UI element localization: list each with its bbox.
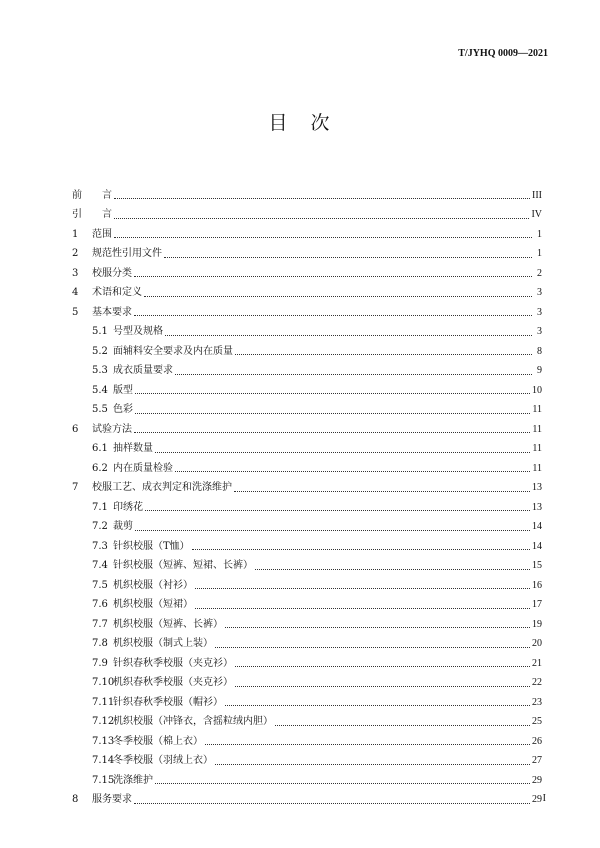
toc-entry-number: 7.1 — [92, 501, 108, 513]
dot-leader — [195, 608, 530, 609]
toc-entry[interactable] — [72, 186, 542, 206]
toc-entry[interactable] — [72, 342, 542, 362]
dot-leader — [225, 627, 530, 628]
toc-entry-number: 1 — [72, 228, 79, 240]
toc-entry-label: 引 言 — [72, 209, 112, 221]
toc-entry-page: 14 — [532, 540, 542, 552]
dot-leader — [134, 276, 532, 277]
toc-entry-number: 5.2 — [92, 345, 108, 357]
dot-leader — [235, 686, 530, 687]
toc-entry[interactable] — [72, 635, 542, 655]
toc-entry[interactable] — [72, 674, 542, 694]
dot-leader — [155, 783, 530, 784]
dot-leader — [215, 764, 530, 765]
dot-leader — [114, 198, 530, 199]
toc-entry-page: 11 — [532, 423, 542, 435]
dot-leader — [235, 354, 532, 355]
toc-entry-page: 2 — [537, 267, 542, 279]
toc-entry-label: 试验方法 — [92, 423, 132, 435]
toc-entry-label: 版型 — [113, 384, 133, 396]
toc-entry-number: 6.1 — [92, 443, 108, 455]
toc-entry-label: 裁剪 — [113, 521, 133, 533]
toc-entry[interactable] — [72, 459, 542, 479]
toc-entry-number: 7.12 — [92, 716, 115, 728]
toc-entry[interactable] — [72, 557, 542, 577]
toc-entry-label: 机织校服（短裤、长裤） — [113, 618, 223, 630]
toc-entry-label: 校服工艺、成衣判定和洗涤维护 — [92, 482, 232, 494]
toc-entry-label: 基本要求 — [92, 306, 132, 318]
toc-entry-page: 10 — [532, 384, 542, 396]
toc-entry[interactable] — [72, 362, 542, 382]
toc-entry-label: 机织校服（冲锋衣，含摇粒绒内胆） — [113, 716, 273, 728]
toc-entry[interactable] — [72, 498, 542, 518]
toc-entry[interactable] — [72, 323, 542, 343]
toc-entry[interactable] — [72, 518, 542, 538]
toc-entry-label: 抽样数量 — [113, 443, 153, 455]
toc-entry-page: III — [532, 189, 542, 201]
toc-entry-page: 21 — [532, 657, 542, 669]
dot-leader — [165, 335, 532, 336]
toc-entry[interactable] — [72, 420, 542, 440]
toc-entry-number: 5.5 — [92, 404, 108, 416]
toc-entry[interactable] — [72, 440, 542, 460]
toc-entry-number: 3 — [72, 267, 79, 279]
toc-entry-page: 22 — [532, 677, 542, 689]
toc-entry-page: 29 — [532, 794, 542, 806]
toc-entry-label: 服务要求 — [92, 794, 132, 806]
toc-entry-page: IV — [531, 209, 542, 221]
toc-entry-label: 内在质量检验 — [113, 462, 173, 474]
toc-entry-number: 7.15 — [92, 774, 115, 786]
toc-entry-page: 27 — [532, 755, 542, 767]
toc-entry-page: 15 — [532, 560, 542, 572]
dot-leader — [192, 549, 530, 550]
dot-leader — [135, 393, 530, 394]
toc-entry-number: 7.10 — [92, 677, 115, 689]
toc-entry-number: 7.14 — [92, 755, 115, 767]
toc-entry-number: 4 — [72, 287, 79, 299]
toc-entry-label: 机织校服（衬衫） — [113, 579, 193, 591]
dot-leader — [145, 510, 530, 511]
toc-entry-number: 7.7 — [92, 618, 108, 630]
toc-entry[interactable] — [72, 479, 542, 499]
toc-entry-page: 13 — [532, 501, 542, 513]
toc-entry[interactable] — [72, 752, 542, 772]
toc-entry[interactable] — [72, 303, 542, 323]
toc-entry-label: 规范性引用文件 — [92, 248, 162, 260]
toc-entry-page: 14 — [532, 521, 542, 533]
dot-leader — [135, 413, 530, 414]
toc-entry[interactable] — [72, 576, 542, 596]
toc-entry[interactable] — [72, 732, 542, 752]
toc-entry-page: 20 — [532, 638, 542, 650]
dot-leader — [155, 452, 530, 453]
toc-entry-number: 2 — [72, 248, 79, 260]
toc-entry[interactable] — [72, 537, 542, 557]
dot-leader — [225, 705, 530, 706]
toc-entry-page: 17 — [532, 599, 542, 611]
toc-entry-page: 16 — [532, 579, 542, 591]
page-title: 目 次 — [268, 112, 332, 134]
toc-entry[interactable] — [72, 615, 542, 635]
toc-entry-page: 3 — [537, 306, 542, 318]
toc-entry-number: 5.4 — [92, 384, 108, 396]
toc-entry[interactable] — [72, 693, 542, 713]
toc-entry[interactable] — [72, 771, 542, 791]
toc-entry-label: 术语和定义 — [92, 287, 142, 299]
toc-entry-label: 洗涤维护 — [113, 774, 153, 786]
toc-entry-number: 7.8 — [92, 638, 108, 650]
toc-entry-label: 印绣花 — [113, 501, 143, 513]
toc-entry-page: 3 — [537, 326, 542, 338]
toc-entry-number: 5.1 — [92, 326, 108, 338]
toc-entry-number: 5.3 — [92, 365, 108, 377]
dot-leader — [114, 218, 529, 219]
dot-leader — [135, 530, 530, 531]
dot-leader — [175, 374, 532, 375]
dot-leader — [235, 666, 530, 667]
toc-entry[interactable] — [72, 381, 542, 401]
page-number: I — [542, 793, 546, 804]
dot-leader — [134, 803, 530, 804]
toc-entry-label: 冬季校服（羽绒上衣） — [113, 755, 213, 767]
toc-entry-label: 机织校服（短裙） — [113, 599, 193, 611]
toc-entry-label: 前 言 — [72, 189, 112, 201]
toc-entry-number: 8 — [72, 794, 79, 806]
toc-entry[interactable] — [72, 596, 542, 616]
toc-entry-label: 机织春秋季校服（夹克衫） — [113, 677, 233, 689]
toc-entry-page: 1 — [537, 228, 542, 240]
dot-leader — [205, 744, 530, 745]
toc-entry-number: 7.2 — [92, 521, 108, 533]
toc-entry-page: 11 — [532, 462, 542, 474]
dot-leader — [164, 257, 532, 258]
toc-entry-number: 5 — [72, 306, 79, 318]
toc-entry-page: 26 — [532, 735, 542, 747]
toc-entry-page: 9 — [537, 365, 542, 377]
toc-entry-page: 11 — [532, 404, 542, 416]
toc-entry-number: 7 — [72, 482, 79, 494]
toc-entry[interactable] — [72, 225, 542, 245]
toc-entry-label: 针织春秋季校服（帽衫） — [113, 696, 223, 708]
toc-entry-label: 色彩 — [113, 404, 133, 416]
toc-entry[interactable] — [72, 206, 542, 226]
toc-entry-label: 成衣质量要求 — [113, 365, 173, 377]
toc-entry[interactable] — [72, 401, 542, 421]
toc-entry-number: 7.13 — [92, 735, 115, 747]
dot-leader — [144, 296, 532, 297]
toc-entry-page: 3 — [537, 287, 542, 299]
toc-entry-label: 针织校服（短裤、短裙、长裤） — [113, 560, 253, 572]
toc-entry-label: 机织校服（制式上装） — [113, 638, 213, 650]
toc-entry-page: 13 — [532, 482, 542, 494]
document-code: T/JYHQ 0009—2021 — [458, 48, 548, 59]
toc-entry-number: 7.5 — [92, 579, 108, 591]
toc-entry-label: 针织校服（T恤） — [113, 540, 190, 552]
toc-entry[interactable] — [72, 284, 542, 304]
dot-leader — [275, 725, 530, 726]
dot-leader — [255, 569, 530, 570]
toc-entry-number: 6 — [72, 423, 79, 435]
dot-leader — [195, 588, 530, 589]
toc-entry-label: 冬季校服（棉上衣） — [113, 735, 203, 747]
toc-entry-number: 7.6 — [92, 599, 108, 611]
toc-entry-label: 号型及规格 — [113, 326, 163, 338]
dot-leader — [114, 237, 532, 238]
toc-entry-label: 针织春秋季校服（夹克衫） — [113, 657, 233, 669]
dot-leader — [175, 471, 530, 472]
toc-entry-number: 7.3 — [92, 540, 108, 552]
toc-entry-label: 面辅料安全要求及内在质量 — [113, 345, 233, 357]
toc-entry-number: 7.4 — [92, 560, 108, 572]
toc-entry-page: 1 — [537, 248, 542, 260]
dot-leader — [134, 315, 532, 316]
toc-entry[interactable] — [72, 791, 542, 811]
toc-entry[interactable] — [72, 713, 542, 733]
toc-entry[interactable] — [72, 245, 542, 265]
toc-entry-number: 7.11 — [92, 696, 115, 708]
toc-entry-page: 8 — [537, 345, 542, 357]
toc-entry[interactable] — [72, 654, 542, 674]
toc-entry-page: 29 — [532, 774, 542, 786]
toc-entry-page: 25 — [532, 716, 542, 728]
toc-entry-number: 6.2 — [92, 462, 108, 474]
toc-entry-page: 11 — [532, 443, 542, 455]
table-of-contents — [72, 186, 542, 810]
toc-entry-label: 校服分类 — [92, 267, 132, 279]
dot-leader — [215, 647, 530, 648]
toc-entry-label: 范围 — [92, 228, 112, 240]
dot-leader — [234, 491, 530, 492]
toc-entry-page: 19 — [532, 618, 542, 630]
toc-entry[interactable] — [72, 264, 542, 284]
dot-leader — [134, 432, 530, 433]
toc-entry-page: 23 — [532, 696, 542, 708]
toc-entry-number: 7.9 — [92, 657, 108, 669]
